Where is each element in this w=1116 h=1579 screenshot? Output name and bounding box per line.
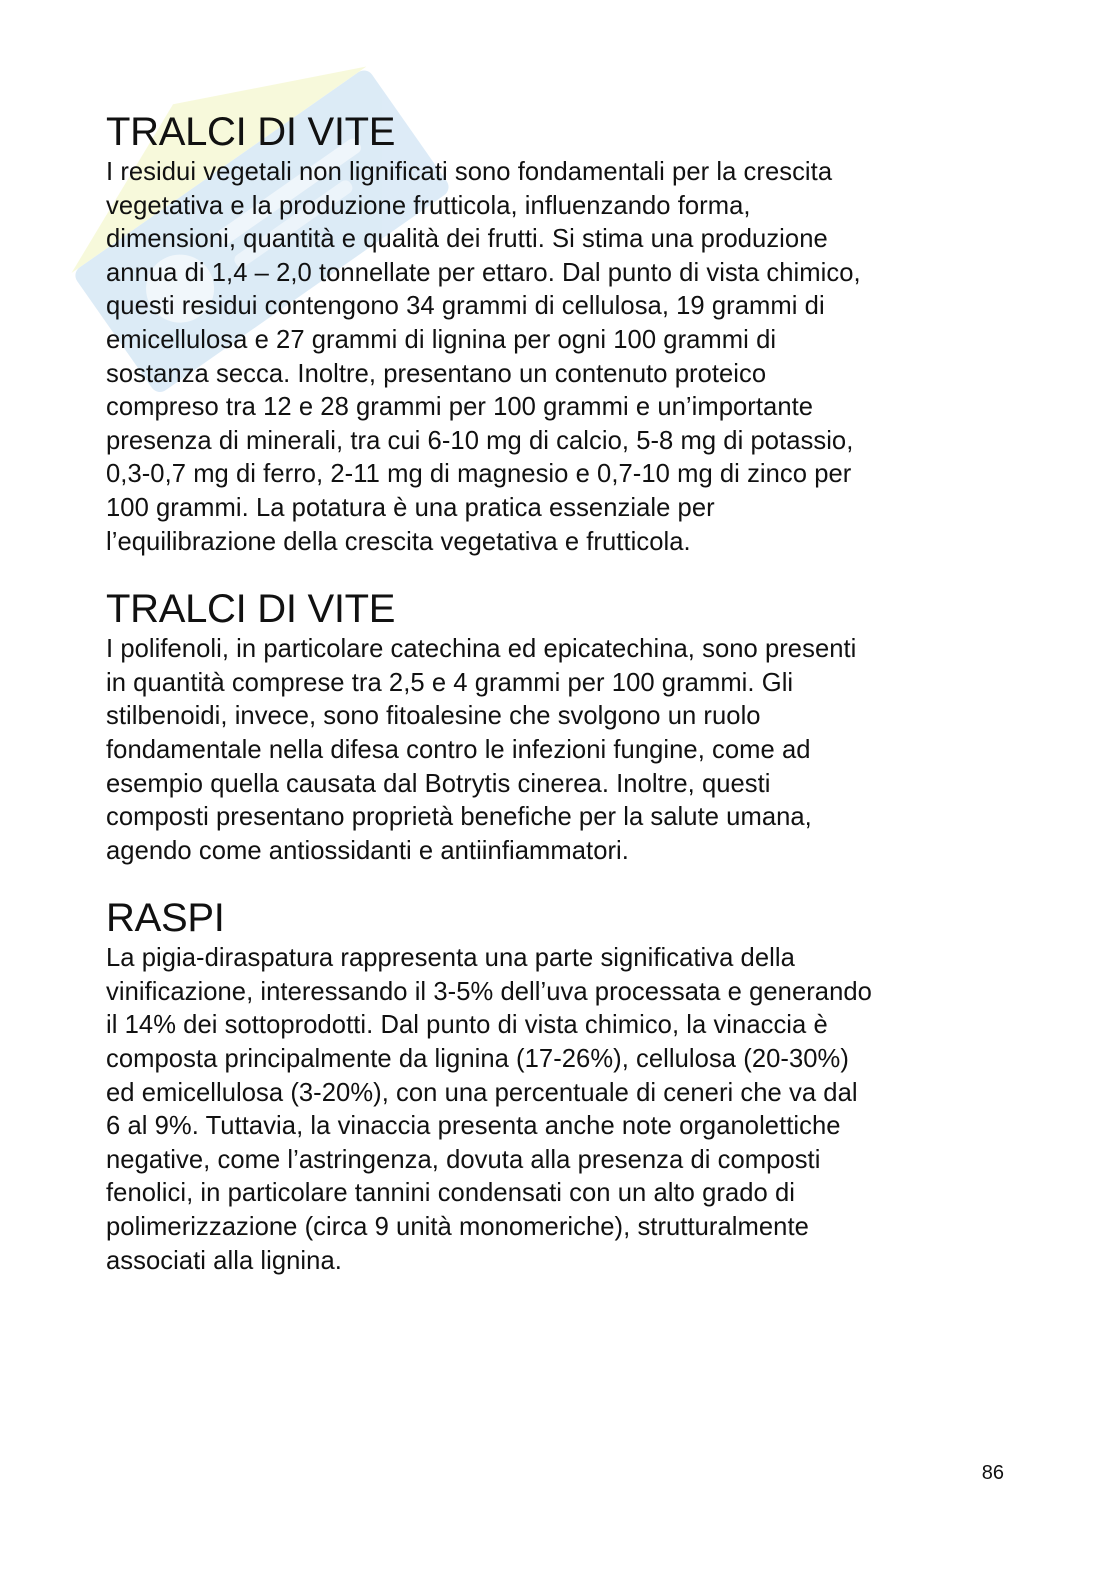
section-body: La pigia-diraspatura rappresenta una parte significativa della vinificazione, interessando il 3-5% dell’uva processata e generando il 14% dei sottoprodotti. Dal punto di vista chimico, la vinaccia è composta principalmente da lignina (17-26%), cellulosa (20-30%) ed emicellulosa (3-20%), con una percentuale di ceneri che va dal 6 al 9%. Tuttavia, la vinaccia presenta anche note organolettiche negative, come l’astringenza, dovuta alla presenza di composti fenolici, in particolare tannini condensati con un alto grado di polimerizzazione (circa 9 unità monomeriche), strutturalmente associati alla lignina. bbox=[106, 944, 872, 1275]
section-raspi bbox=[106, 894, 1011, 1278]
section-heading: RASPI bbox=[106, 896, 225, 941]
section-tralci-di-vite-2 bbox=[106, 585, 1011, 868]
section-tralci-di-vite-1 bbox=[106, 108, 1011, 559]
page-number: 86 bbox=[981, 1462, 1004, 1484]
section-heading: TRALCI DI VITE bbox=[106, 110, 396, 154]
section-body: I residui vegetali non lignificati sono fondamentali per la crescita vegetativa e la produzione frutticola, influenzando forma, dimensioni, quantità e qualità dei frutti. Si stima una produzione annua di 1,4 – 2,0 tonnellate per ettaro. Dal punto di vista chimico, questi residui contengono 34 grammi di cellulosa, 19 grammi di emicellulosa e 27 grammi di lignina per ogni 100 grammi di sostanza secca. Inoltre, presentano un contenuto proteico compreso tra 12 e 28 grammi per 100 grammi e un’importante presenza di minerali, tra cui 6-10 mg di calcio, 5-8 mg di potassio, 0,3-0,7 mg di ferro, 2-11 mg di magnesio e 0,7-10 mg di zinco per 100 grammi. La potatura è una pratica essenziale per l’equilibrazione della crescita vegetativa e frutticola. bbox=[106, 158, 861, 556]
section-body: I polifenoli, in particolare catechina ed epicatechina, sono presenti in quantità comprese tra 2,5 e 4 grammi per 100 grammi. Gli stilbenoidi, invece, sono fitoalesine che svolgono un ruolo fondamentale nella difesa contro le infezioni fungine, come ad esempio quella causata dal Botrytis cinerea. Inoltre, questi composti presentano proprietà benefiche per la salute umana, agendo come antiossidanti e antiinfiammatori. bbox=[106, 635, 857, 865]
page-content bbox=[106, 108, 1011, 1304]
section-heading: TRALCI DI VITE bbox=[106, 587, 396, 632]
